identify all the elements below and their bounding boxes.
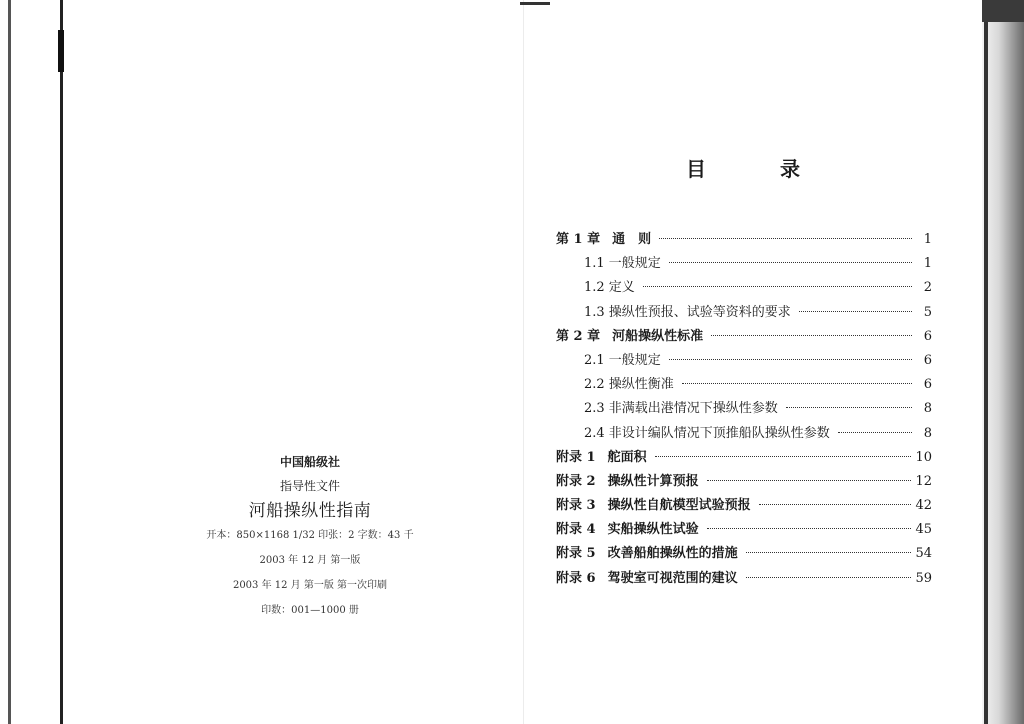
- toc-entry-page: 6: [923, 377, 932, 393]
- toc-dot-leader: [746, 552, 912, 553]
- toc-dot-leader: [799, 311, 912, 312]
- toc-dot-leader: [707, 528, 912, 529]
- toc-entry-title: 操纵性计算预报: [607, 473, 699, 489]
- toc-entry[interactable]: [556, 470, 932, 494]
- toc-entry[interactable]: [556, 228, 932, 252]
- gutter-top-mark: [520, 2, 550, 5]
- toc-entry-number: 2.3: [584, 401, 605, 417]
- toc-dot-leader: [759, 504, 912, 505]
- toc-entry-page: 12: [915, 473, 932, 489]
- toc-entry-number: 2.2: [584, 377, 605, 393]
- toc-entry[interactable]: [556, 518, 932, 542]
- toc-entry[interactable]: [556, 494, 932, 518]
- toc-dot-leader: [655, 456, 912, 457]
- toc-dot-leader: [746, 577, 912, 578]
- printing-info: 2003 年 12 月 第一版 第一次印刷: [232, 580, 388, 591]
- toc-entry-page: 54: [915, 546, 932, 562]
- format-spec: 开本：850×1168 1/32 印张：2 字数：43 千: [206, 530, 414, 541]
- toc-entry-number: 1.2: [584, 280, 605, 296]
- colophon: [150, 454, 470, 618]
- toc-dot-leader: [643, 286, 912, 287]
- toc-entry-title: 非设计编队情况下顶推船队操纵性参数: [608, 425, 830, 441]
- toc-entry-page: 6: [923, 328, 932, 344]
- toc-entry-page: 1: [923, 232, 932, 247]
- book-title: 河船操纵性指南: [248, 501, 372, 521]
- toc-entry-number: 1.1: [584, 256, 605, 272]
- toc-entry-number: 第 2 章: [556, 328, 601, 344]
- toc-dot-leader: [707, 480, 912, 481]
- toc-dot-leader: [659, 238, 912, 239]
- toc-entry-number: 附录 6: [556, 570, 596, 586]
- toc-entry-title: 定义: [608, 280, 635, 296]
- toc-dot-leader: [786, 407, 912, 408]
- page-gutter: [523, 0, 524, 724]
- toc-entry[interactable]: [556, 567, 932, 591]
- right-scan-shadow: [982, 0, 1024, 724]
- toc-entry[interactable]: [556, 397, 932, 421]
- toc-entry[interactable]: [556, 325, 932, 349]
- toc-entry-number: 附录 2: [556, 473, 596, 489]
- toc-entry-title: 一般规定: [608, 256, 661, 272]
- toc-entry-title: 操纵性自航模型试验预报: [607, 498, 751, 514]
- toc-entry[interactable]: [556, 252, 932, 276]
- toc-heading-char-2: 录: [780, 157, 800, 181]
- toc-entry-page: 8: [923, 425, 932, 441]
- toc-entry[interactable]: [556, 446, 932, 470]
- toc-dot-leader: [669, 262, 912, 263]
- toc-entry-page: 42: [915, 498, 932, 514]
- toc-entry-title: 通 则: [612, 232, 652, 247]
- toc-entry[interactable]: [556, 373, 932, 397]
- toc-entry-title: 驾驶室可视范围的建议: [607, 570, 738, 586]
- toc-entry-number: 附录 1: [556, 449, 596, 465]
- toc-entry[interactable]: [556, 301, 932, 325]
- toc-entry-page: 45: [915, 522, 932, 538]
- table-of-contents: [556, 228, 932, 591]
- edition-info: 2003 年 12 月 第一版: [259, 555, 361, 566]
- right-binding-line: [984, 0, 988, 724]
- toc-entry-page: 8: [923, 401, 932, 417]
- toc-entry-page: 59: [915, 570, 932, 586]
- left-binding-mark: [58, 30, 64, 72]
- toc-entry-title: 操纵性预报、试验等资料的要求: [608, 304, 791, 320]
- toc-entry-page: 1: [923, 256, 932, 272]
- toc-dot-leader: [711, 335, 912, 336]
- toc-heading-char-1: 目: [686, 157, 706, 181]
- toc-dot-leader: [682, 383, 912, 384]
- toc-entry-number: 附录 3: [556, 498, 596, 514]
- toc-dot-leader: [838, 432, 912, 433]
- toc-entry[interactable]: [556, 422, 932, 446]
- right-corner-mark: [982, 0, 1024, 22]
- toc-entry[interactable]: [556, 349, 932, 373]
- toc-entry-number: 2.1: [584, 352, 605, 368]
- toc-entry-page: 2: [923, 280, 932, 296]
- toc-entry-title: 非满载出港情况下操纵性参数: [608, 401, 778, 417]
- toc-entry[interactable]: [556, 276, 932, 300]
- toc-entry-title: 操纵性衡准: [608, 377, 674, 393]
- toc-entry-number: 1.3: [584, 304, 605, 320]
- toc-entry-title: 一般规定: [608, 352, 661, 368]
- toc-entry-page: 5: [923, 304, 932, 320]
- toc-entry-number: 附录 4: [556, 522, 596, 538]
- print-run: 印数：001—1000 册: [261, 605, 359, 616]
- toc-entry-number: 2.4: [584, 425, 605, 441]
- toc-entry-title: 改善船舶操纵性的措施: [607, 546, 738, 562]
- left-binding-line: [60, 0, 63, 724]
- toc-dot-leader: [669, 359, 912, 360]
- toc-entry-page: 6: [923, 352, 932, 368]
- publisher-name: 中国船级社: [279, 455, 340, 469]
- toc-entry-number: 第 1 章: [556, 232, 601, 247]
- toc-entry-title: 实船操纵性试验: [607, 522, 699, 538]
- toc-entry-title: 舵面积: [607, 449, 647, 465]
- toc-entry-title: 河船操纵性标准: [612, 328, 704, 344]
- toc-entry[interactable]: [556, 542, 932, 566]
- toc-entry-number: 附录 5: [556, 546, 596, 562]
- toc-entry-page: 10: [915, 449, 932, 465]
- document-series: 指导性文件: [279, 479, 340, 493]
- left-scan-edge: [8, 0, 11, 724]
